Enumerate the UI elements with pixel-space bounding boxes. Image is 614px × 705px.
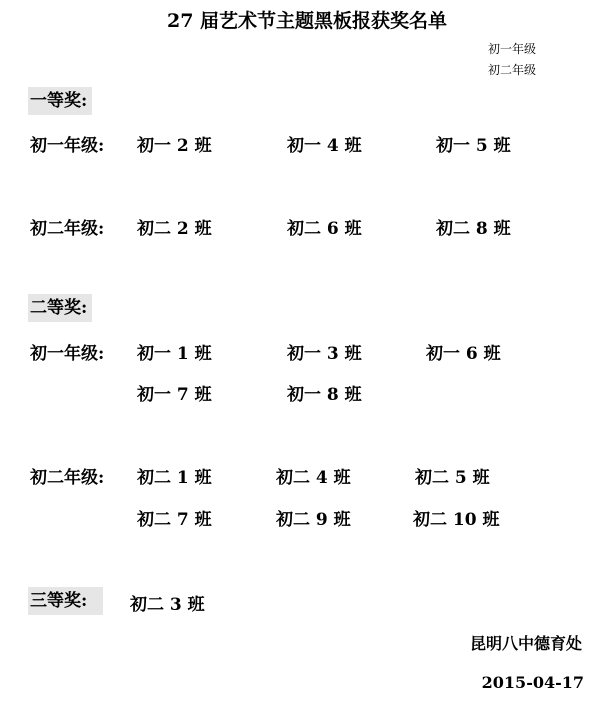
second-prize-class: 初一 6 班 (426, 344, 501, 364)
issuer: 昆明八中德育处 (469, 634, 582, 653)
first-prize-class: 初一 4 班 (287, 136, 362, 156)
first-prize-heading: 一等奖: (28, 87, 92, 115)
second-prize-class: 初二 1 班 (137, 468, 212, 488)
second-prize-class: 初二 7 班 (137, 510, 212, 530)
second-prize-class: 初二 10 班 (413, 510, 500, 530)
date: 2015-04-17 (481, 673, 584, 692)
page-title: 27 届艺术节主题黑板报获奖名单 (166, 10, 448, 32)
second-prize-heading: 二等奖: (28, 294, 92, 322)
third-prize-class: 初二 3 班 (130, 595, 205, 615)
second-prize-class: 初二 5 班 (415, 468, 490, 488)
second-prize-grade2-label: 初二年级: (30, 468, 105, 488)
second-prize-class: 初一 3 班 (287, 344, 362, 364)
first-prize-class: 初二 2 班 (137, 219, 212, 239)
first-prize-grade1-label: 初一年级: (30, 136, 105, 156)
note-grade2: 初二年级 (488, 63, 537, 77)
note-grade1: 初一年级 (488, 42, 537, 56)
first-prize-class: 初二 6 班 (287, 219, 362, 239)
second-prize-class: 初二 4 班 (276, 468, 351, 488)
second-prize-class: 初一 8 班 (287, 385, 362, 405)
second-prize-grade1-label: 初一年级: (30, 344, 105, 364)
second-prize-class: 初一 7 班 (137, 385, 212, 405)
first-prize-class: 初一 5 班 (436, 136, 511, 156)
first-prize-grade2-label: 初二年级: (30, 219, 105, 239)
first-prize-class: 初一 2 班 (137, 136, 212, 156)
third-prize-heading: 三等奖: (28, 587, 103, 615)
second-prize-class: 初二 9 班 (276, 510, 351, 530)
second-prize-class: 初一 1 班 (137, 344, 212, 364)
first-prize-class: 初二 8 班 (436, 219, 511, 239)
